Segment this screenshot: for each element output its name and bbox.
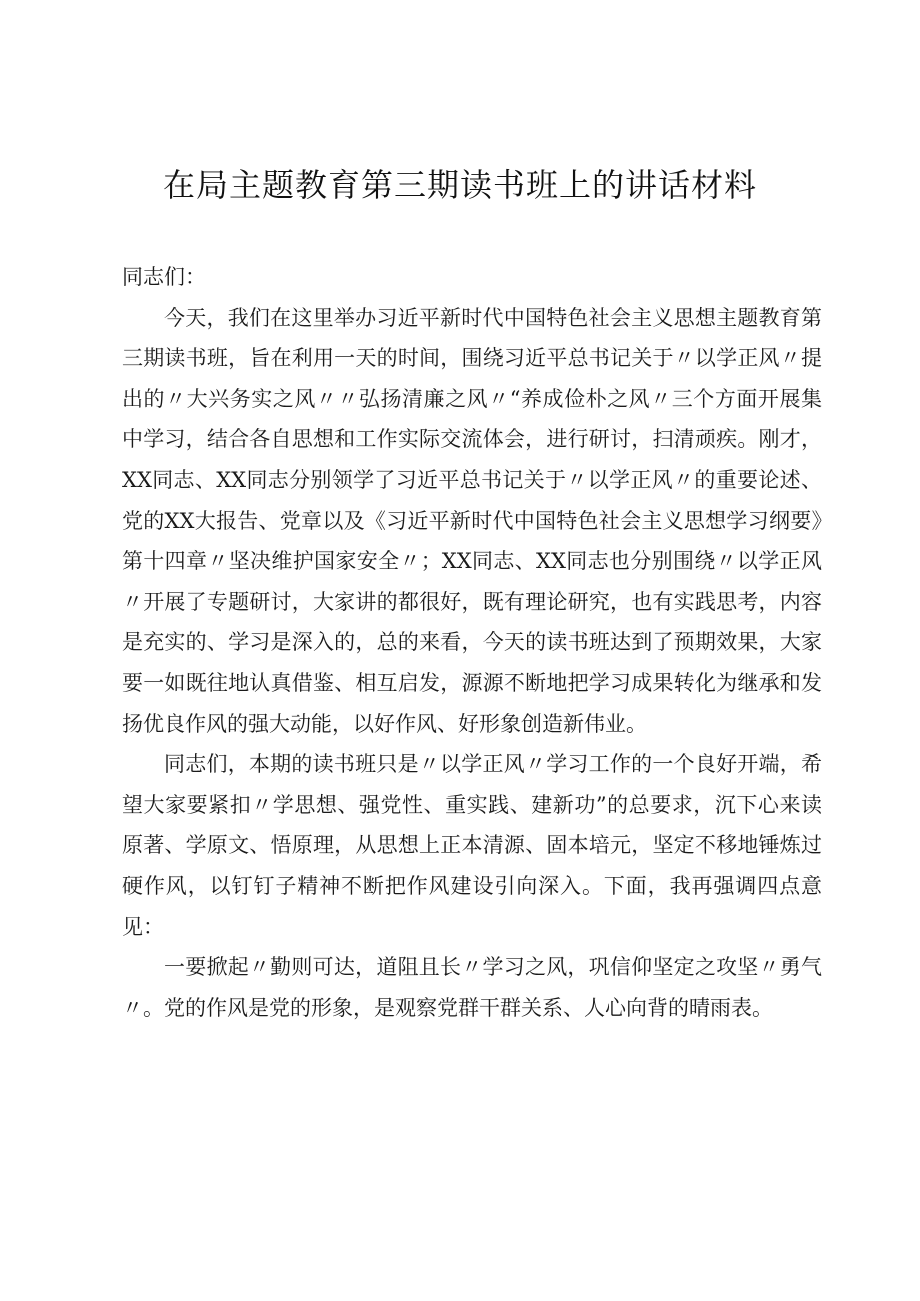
salutation: 同志们：: [122, 265, 206, 289]
document-body: [122, 257, 822, 1028]
document-title: 在局主题教育第三期读书班上的讲话材料: [162, 166, 757, 204]
paragraph-1: 今天，我们在这里举办习近平新时代中国特色社会主义思想主题教育第三期读书班，旨在利用一天的时间，围绕习近平总书记关于〃以学正风〃提出的〃大兴务实之风〃〃弘扬清廉之风〃“养成俭朴之风〃三个方面开展集中学习，结合各自思想和工作实际交流体会，进行研讨，扫清顽疾。刚才，XX同志、XX同志分别领学了习近平总书记关于〃以学正风〃的重要论述、党的XX大报告、党章以及《习近平新时代中国特色社会主义思想学习纲要》第十四章〃坚决维护国家安全〃；XX同志、XX同志也分别围绕〃以学正风〃开展了专题研讨，大家讲的都很好，既有理论研究，也有实践思考，内容是充实的、学习是深入的，总的来看，今天的读书班达到了预期效果，大家要一如既往地认真借鉴、相互启发，源源不断地把学习成果转化为继承和发扬优良作风的强大动能，以好作风、好形象创造新伟业。: [122, 305, 822, 736]
paragraph-2: 同志们，本期的读书班只是〃以学正风〃学习工作的一个良好开端，希望大家要紧扣〃学思想、强党性、重实践、建新功”的总要求，沉下心来读原著、学原文、悟原理，从思想上正本清源、固本培元，坚定不移地锤炼过硬作风，以钉钉子精神不断把作风建设引向深入。下面，我再强调四点意见：: [122, 752, 822, 939]
paragraph-3: 一要掀起〃勤则可达，道阻且长〃学习之风，巩信仰坚定之攻坚〃勇气〃。党的作风是党的形象，是观察党群干群关系、人心向背的晴雨表。: [122, 955, 822, 1020]
